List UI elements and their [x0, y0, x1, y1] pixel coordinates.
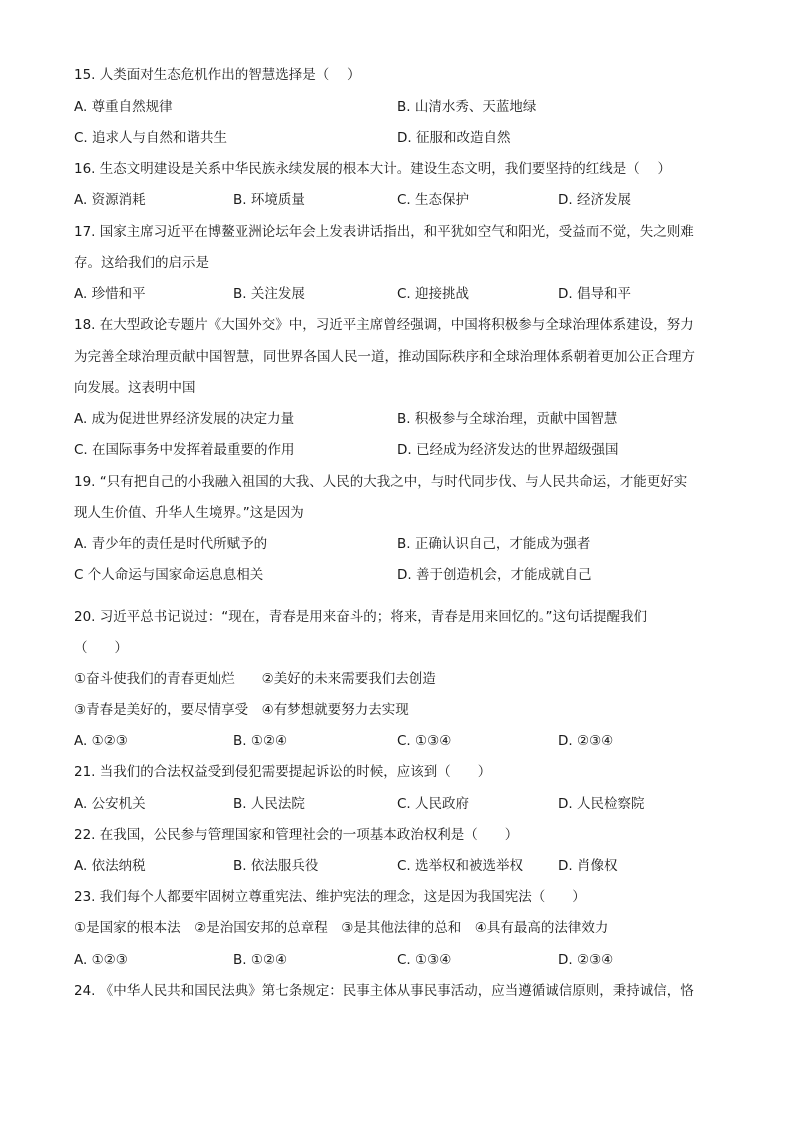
- question-19-stem-line2: 现人生价值、升华人生境界。”这是因为: [74, 505, 304, 521]
- q23-option-c: C. ①③④: [397, 952, 452, 968]
- question-18-stem-line1: 18. 在大型政论专题片《大国外交》中，习近平主席曾经强调，中国将积极参与全球治理体系建设，努力: [74, 317, 694, 333]
- q22-option-d: D. 肖像权: [558, 858, 618, 874]
- q17-option-c: C. 迎接挑战: [397, 286, 470, 302]
- q16-option-b: B. 环境质量: [233, 192, 305, 208]
- question-16-stem: 16. 生态文明建设是关系中华民族永续发展的根本大计。建设生态文明，我们要坚持的红线是（ ）: [74, 161, 672, 177]
- q19-option-a: A. 青少年的责任是时代所赋予的: [74, 536, 268, 552]
- q19-option-c: C 个人命运与国家命运息息相关: [74, 567, 264, 583]
- question-18-stem-line2: 为完善全球治理贡献中国智慧，同世界各国人民一道，推动国际秩序和全球治理体系朝着更加公正合理方: [74, 349, 695, 365]
- q23-option-b: B. ①②④: [233, 952, 288, 968]
- q20-option-d: D. ②③④: [558, 733, 614, 749]
- q18-option-a: A. 成为促进世界经济发展的决定力量: [74, 411, 295, 427]
- q16-option-a: A. 资源消耗: [74, 192, 146, 208]
- q20-option-b: B. ①②④: [233, 733, 288, 749]
- q23-option-d: D. ②③④: [558, 952, 614, 968]
- q18-option-d: D. 已经成为经济发达的世界超级强国: [397, 442, 619, 458]
- q21-option-b: B. 人民法院: [233, 796, 305, 812]
- q21-option-a: A. 公安机关: [74, 796, 146, 812]
- q15-option-d: D. 征服和改造自然: [397, 130, 511, 146]
- q16-option-d: D. 经济发展: [558, 192, 631, 208]
- question-19-stem-line1: 19. “只有把自己的小我融入祖国的大我、人民的大我之中，与时代同步伐、与人民共命运，才能更好实: [74, 474, 688, 490]
- q18-option-b: B. 积极参与全球治理，贡献中国智慧: [397, 411, 618, 427]
- q18-option-c: C. 在国际事务中发挥着最重要的作用: [74, 442, 295, 458]
- q17-option-a: A. 珍惜和平: [74, 286, 146, 302]
- question-17-stem-line2: 存。这给我们的启示是: [74, 255, 209, 271]
- q21-option-c: C. 人民政府: [397, 796, 470, 812]
- question-15-stem: 15. 人类面对生态危机作出的智慧选择是（ ）: [74, 67, 361, 83]
- q19-option-b: B. 正确认识自己，才能成为强者: [397, 536, 591, 552]
- q20-option-a: A. ①②③: [74, 733, 128, 749]
- question-18-stem-line3: 向发展。这表明中国: [74, 380, 196, 396]
- q23-statements: ①是国家的根本法 ②是治国安邦的总章程 ③是其他法律的总和 ④具有最高的法律效力: [74, 920, 609, 936]
- question-20-stem-line2: （ ）: [74, 640, 128, 656]
- q19-option-d: D. 善于创造机会，才能成就自己: [397, 567, 592, 583]
- q20-statements-line2: ③青春是美好的，要尽情享受 ④有梦想就要努力去实现: [74, 702, 409, 718]
- q17-option-d: D. 倡导和平: [558, 286, 631, 302]
- q16-option-c: C. 生态保护: [397, 192, 470, 208]
- q15-option-b: B. 山清水秀、天蓝地绿: [397, 99, 537, 115]
- q15-option-c: C. 追求人与自然和谐共生: [74, 130, 228, 146]
- q22-option-b: B. 依法服兵役: [233, 858, 319, 874]
- question-21-stem: 21. 当我们的合法权益受到侵犯需要提起诉讼的时候，应该到（ ）: [74, 764, 492, 780]
- question-22-stem: 22. 在我国，公民参与管理国家和管理社会的一项基本政治权利是（ ）: [74, 827, 519, 843]
- q22-option-c: C. 选举权和被选举权: [397, 858, 524, 874]
- q23-option-a: A. ①②③: [74, 952, 128, 968]
- q20-option-c: C. ①③④: [397, 733, 452, 749]
- q21-option-d: D. 人民检察院: [558, 796, 645, 812]
- q15-option-a: A. 尊重自然规律: [74, 99, 173, 115]
- question-17-stem-line1: 17. 国家主席习近平在博鳌亚洲论坛年会上发表讲话指出，和平犹如空气和阳光，受益而不觉，失之则难: [74, 224, 694, 240]
- q22-option-a: A. 依法纳税: [74, 858, 146, 874]
- q17-option-b: B. 关注发展: [233, 286, 305, 302]
- q20-statements-line1: ①奋斗使我们的青春更灿烂 ②美好的未来需要我们去创造: [74, 671, 436, 687]
- question-24-stem: 24. 《中华人民共和国民法典》第七条规定：民事主体从事民事活动，应当遵循诚信原则，秉持诚信，恪: [74, 983, 694, 999]
- question-20-stem-line1: 20. 习近平总书记说过：“现在，青春是用来奋斗的；将来，青春是用来回忆的。”这句话提醒我们: [74, 609, 647, 625]
- question-23-stem: 23. 我们每个人都要牢固树立尊重宪法、维护宪法的理念，这是因为我国宪法（ ）: [74, 889, 586, 905]
